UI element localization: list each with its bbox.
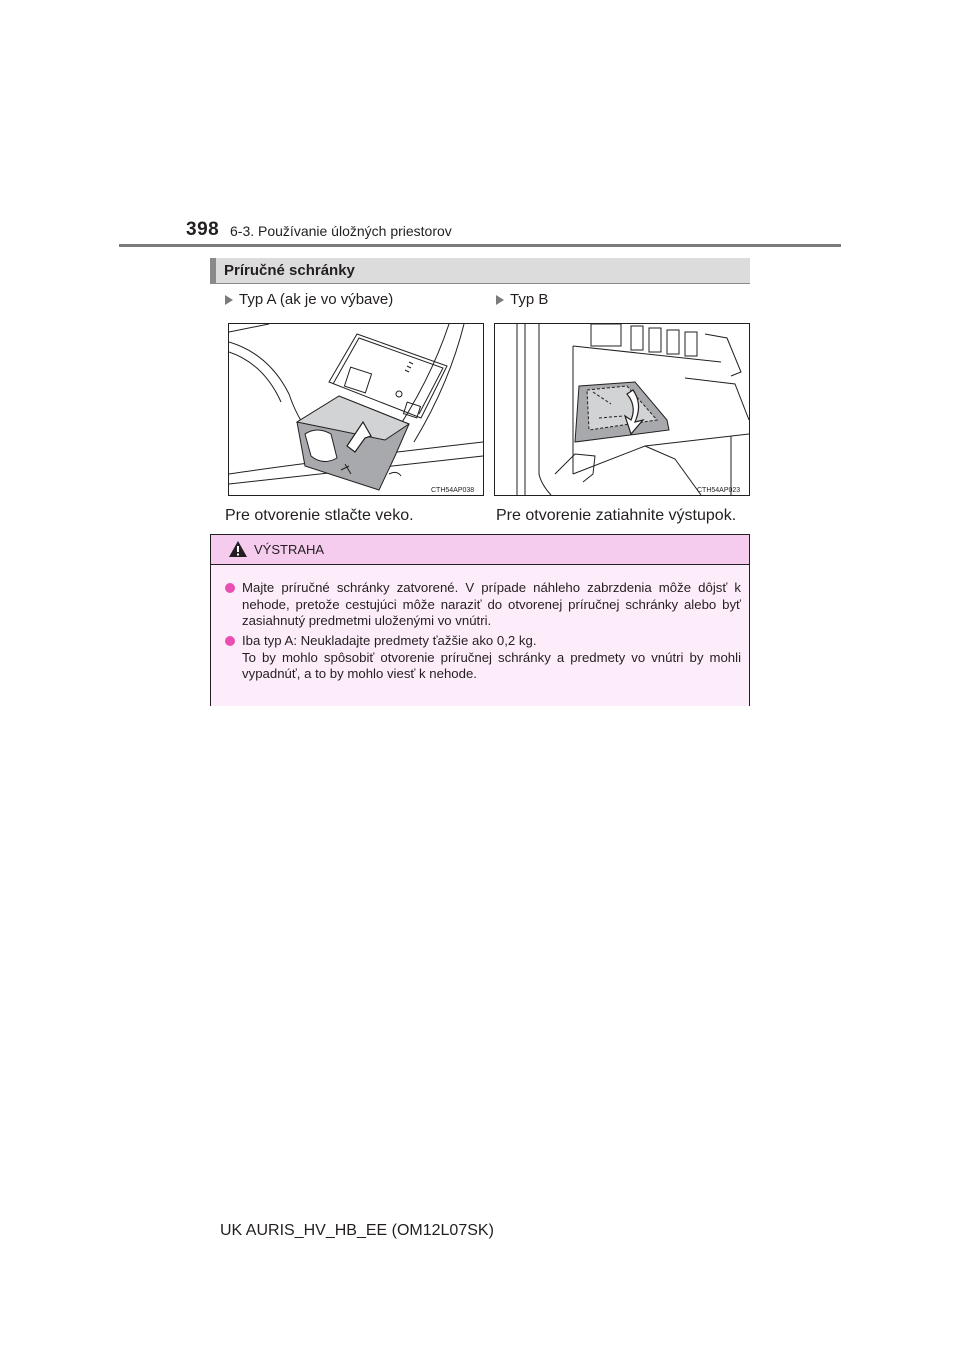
variant-b-label bbox=[496, 291, 548, 308]
warning-box bbox=[210, 534, 750, 706]
bullet-dot-icon bbox=[225, 583, 235, 593]
footer-document-code: UK AURIS_HV_HB_EE (OM12L07SK) bbox=[220, 1222, 494, 1239]
variant-a-text: Typ A (ak je vo výbave) bbox=[239, 291, 394, 308]
box-title: Príručné schránky bbox=[224, 262, 355, 279]
header-divider bbox=[119, 244, 841, 247]
warning-body bbox=[211, 565, 749, 706]
warning-item-text: Majte príručné schránky zatvorené. V prípade náhleho zabrzdenia môže dôjsť k nehode, pretože cestujúci môže naraziť do otvorenej príručnej schránky alebo byť zasiahnutý predmetmi uloženými vo vnútri. bbox=[242, 580, 741, 629]
overhead-storage-illustration bbox=[229, 324, 483, 495]
box-title-bar bbox=[210, 258, 750, 284]
triangle-bullet-icon bbox=[225, 295, 233, 305]
warning-item-text: Iba typ A: Neukladajte predmety ťažšie ako 0,2 kg. bbox=[242, 633, 537, 648]
dashboard-storage-illustration bbox=[495, 324, 749, 495]
warning-header bbox=[211, 535, 749, 565]
page-number: 398 bbox=[186, 219, 220, 240]
illustration-type-b bbox=[494, 323, 750, 496]
variant-a-label bbox=[225, 291, 393, 308]
warning-item-text: To by mohlo spôsobiť otvorenie príručnej schránky a predmety vo vnútri by mohli vypadnúť, a to by mohlo viesť k nehode. bbox=[242, 649, 741, 682]
caption-type-a: Pre otvorenie stlačte veko. bbox=[225, 507, 414, 524]
warning-item bbox=[225, 633, 741, 683]
warning-triangle-icon bbox=[228, 540, 248, 558]
section-title: 6-3. Používanie úložných priestorov bbox=[230, 223, 452, 239]
warning-item bbox=[225, 580, 741, 630]
warning-title: VÝSTRAHA bbox=[254, 542, 325, 557]
caption-type-b: Pre otvorenie zatiahnite výstupok. bbox=[496, 507, 737, 524]
bullet-dot-icon bbox=[225, 636, 235, 646]
triangle-bullet-icon bbox=[496, 295, 504, 305]
image-code-a: CTH54AP038 bbox=[431, 487, 475, 494]
illustration-type-a bbox=[228, 323, 484, 496]
variant-b-text: Typ B bbox=[510, 291, 549, 308]
title-accent-bar bbox=[210, 258, 216, 283]
image-code-b: CTH54AP023 bbox=[697, 487, 741, 494]
